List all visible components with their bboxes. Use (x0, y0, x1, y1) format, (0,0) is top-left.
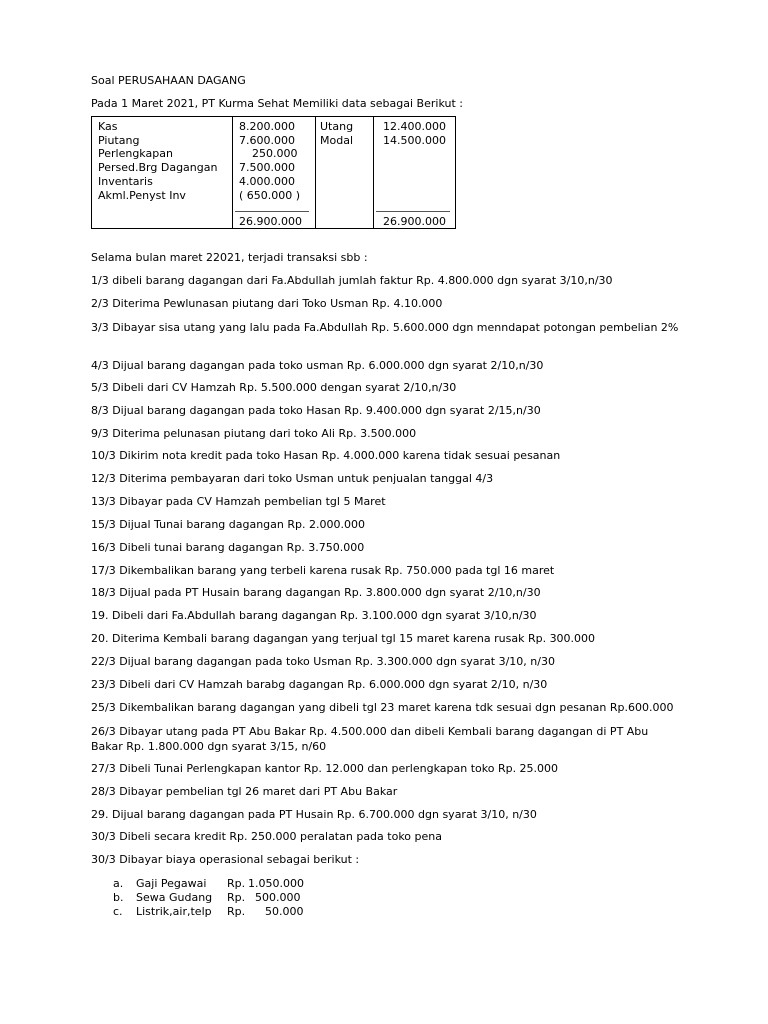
balance-table (91, 116, 456, 229)
asset-value: 7.500.000 (239, 161, 295, 174)
asset-value: 4.000.000 (239, 175, 295, 188)
transaction-item: 22/3 Dijual barang dagangan pada toko Usman Rp. 3.300.000 dgn syarat 3/10, n/30 (91, 655, 555, 668)
asset-name: Kas (98, 120, 118, 133)
transaction-item: 25/3 Dikembalikan barang dagangan yang dibeli tgl 23 maret karena tdk sesuai dgn pesanan Rp.600.000 (91, 701, 674, 714)
asset-value: 7.600.000 (239, 134, 295, 147)
total-underline (235, 211, 309, 212)
transaction-item: 10/3 Dikirim nota kredit pada toko Hasan Rp. 4.000.000 karena tidak sesuai pesanan (91, 449, 561, 462)
transaction-item: 30/3 Dibayar biaya operasional sebagai berikut : (91, 853, 360, 866)
transaction-item: 27/3 Dibeli Tunai Perlengkapan kantor Rp. 12.000 dan perlengkapan toko Rp. 25.000 (91, 762, 559, 775)
transaction-item: 29. Dijual barang dagangan pada PT Husain Rp. 6.700.000 dgn syarat 3/10, n/30 (91, 808, 537, 821)
asset-value: ( 650.000 ) (239, 189, 301, 202)
expense-marker: b. (113, 891, 124, 904)
transaction-item: 13/3 Dibayar pada CV Hamzah pembelian tgl 5 Maret (91, 495, 386, 508)
total-liabilities: 26.900.000 (383, 215, 446, 228)
asset-name: Akml.Penyst Inv (98, 189, 186, 202)
expense-amount: 1.050.000 (248, 877, 304, 890)
asset-value: 8.200.000 (239, 120, 295, 133)
total-underline (376, 211, 450, 212)
transaction-item: 5/3 Dibeli dari CV Hamzah Rp. 5.500.000 dengan syarat 2/10,n/30 (91, 381, 457, 394)
transaction-item: 2/3 Diterima Pewlunasan piutang dari Toko Usman Rp. 4.10.000 (91, 297, 443, 310)
expense-amount: 50.000 (265, 905, 304, 918)
liability-value: 12.400.000 (383, 120, 446, 133)
transaction-item: 20. Diterima Kembali barang dagangan yang terjual tgl 15 maret karena rusak Rp. 300.000 (91, 632, 596, 645)
asset-name: Perlengkapan (98, 147, 173, 160)
transaction-item: 9/3 Diterima pelunasan piutang dari toko Ali Rp. 3.500.000 (91, 427, 417, 440)
transaction-item: 1/3 dibeli barang dagangan dari Fa.Abdullah jumlah faktur Rp. 4.800.000 dgn syarat 3/10,n/30 (91, 274, 613, 287)
transaction-item: 16/3 Dibeli tunai barang dagangan Rp. 3.750.000 (91, 541, 365, 554)
expense-name: Listrik,air,telp (136, 905, 212, 918)
table-divider (315, 117, 316, 228)
transaction-item: 3/3 Dibayar sisa utang yang lalu pada Fa.Abdullah Rp. 5.600.000 dgn menndapat potongan pembelian 2% (91, 321, 679, 334)
transaction-item: 8/3 Dijual barang dagangan pada toko Hasan Rp. 9.400.000 dgn syarat 2/15,n/30 (91, 404, 541, 417)
transaction-item: 4/3 Dijual barang dagangan pada toko usman Rp. 6.000.000 dgn syarat 2/10,n/30 (91, 359, 544, 372)
liability-value: 14.500.000 (383, 134, 446, 147)
asset-name: Persed.Brg Dagangan (98, 161, 218, 174)
asset-name: Inventaris (98, 175, 153, 188)
expense-amount: 500.000 (255, 891, 301, 904)
transaction-item: 30/3 Dibeli secara kredit Rp. 250.000 peralatan pada toko pena (91, 830, 442, 843)
transaction-item: 28/3 Dibayar pembelian tgl 26 maret dari PT Abu Bakar (91, 785, 398, 798)
expense-name: Sewa Gudang (136, 891, 213, 904)
expense-currency: Rp. (227, 877, 246, 890)
expense-currency: Rp. (227, 891, 246, 904)
expense-name: Gaji Pegawai (136, 877, 207, 890)
asset-value: 250.000 (252, 147, 298, 160)
transaction-item: 23/3 Dibeli dari CV Hamzah barabg dagangan Rp. 6.000.000 dgn syarat 2/10, n/30 (91, 678, 548, 691)
table-divider (232, 117, 233, 228)
transaction-item: 17/3 Dikembalikan barang yang terbeli karena rusak Rp. 750.000 pada tgl 16 maret (91, 564, 555, 577)
total-assets: 26.900.000 (239, 215, 302, 228)
transaction-item: 19. Dibeli dari Fa.Abdullah barang dagangan Rp. 3.100.000 dgn syarat 3/10,n/30 (91, 609, 537, 622)
transaction-item: 18/3 Dijual pada PT Husain barang dagangan Rp. 3.800.000 dgn syarat 2/10,n/30 (91, 586, 541, 599)
expense-marker: c. (113, 905, 123, 918)
document-title: Soal PERUSAHAAN DAGANG (91, 74, 246, 87)
transaction-item: 15/3 Dijual Tunai barang dagangan Rp. 2.000.000 (91, 518, 365, 531)
liability-name: Utang (320, 120, 354, 133)
transactions-intro: Selama bulan maret 22021, terjadi transaksi sbb : (91, 251, 368, 264)
table-divider (373, 117, 374, 228)
transaction-item: 12/3 Diterima pembayaran dari toko Usman untuk penjualan tanggal 4/3 (91, 472, 494, 485)
asset-name: Piutang (98, 134, 140, 147)
expense-currency: Rp. (227, 905, 246, 918)
liability-name: Modal (320, 134, 353, 147)
intro-text: Pada 1 Maret 2021, PT Kurma Sehat Memiliki data sebagai Berikut : (91, 97, 463, 110)
expense-marker: a. (113, 877, 124, 890)
transaction-item: 26/3 Dibayar utang pada PT Abu Bakar Rp. 4.500.000 dan dibeli Kembali barang dagangan di PT Abu Bakar Rp. 1.800.000 dgn syarat 3/15, n/60 (91, 725, 649, 753)
